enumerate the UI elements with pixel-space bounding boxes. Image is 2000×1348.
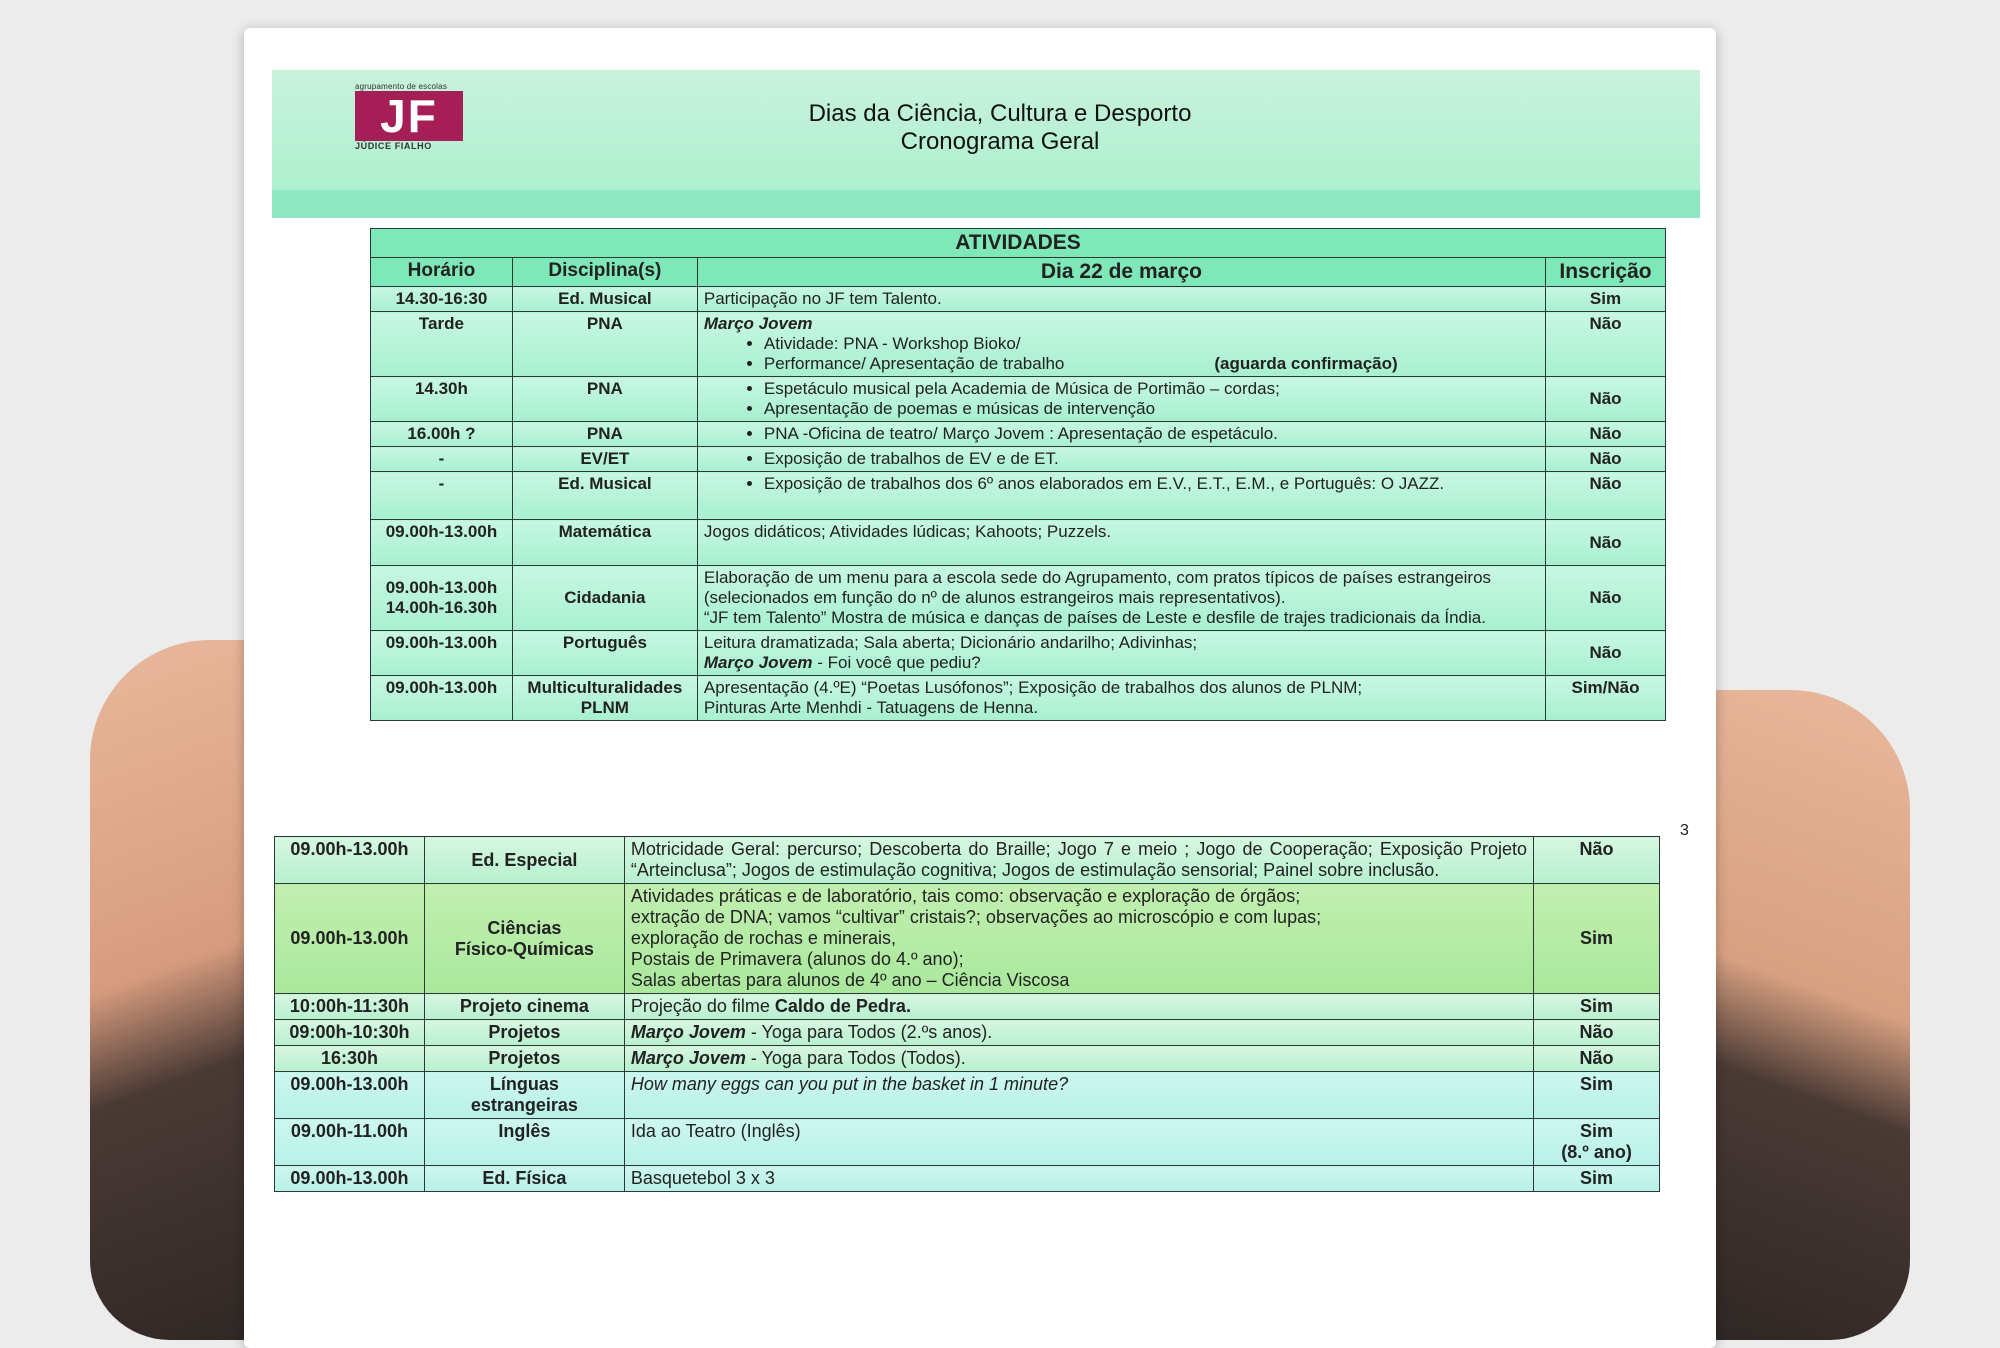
table-row [371,377,1666,422]
row-text: “JF tem Talento” Mostra de música e danças de países de Leste e desfile de trajes tradicionais da Índia. [703,608,1486,627]
table-row [275,1046,1660,1072]
row-horario: 09.00h-13.00h [275,1072,425,1119]
row-description: Jogos didáticos; Atividades lúdicas; Kahoots; Puzzels. [697,520,1545,566]
row-disciplina [424,884,624,994]
row-text: Apresentação (4.ºE) “Poetas Lusófonos”; Exposição de trabalhos dos alunos de PLNM; [703,678,1363,697]
row-inscricao: Não [1546,631,1666,676]
row-disciplina: Projetos [424,1046,624,1072]
row-inscricao-line: (8.º ano) [1561,1142,1632,1162]
row-inscricao: Sim [1546,287,1666,312]
row-horario: 16.00h ? [371,422,513,447]
row-disciplina: Projeto cinema [424,994,624,1020]
table-row [275,994,1660,1020]
row-text: Elaboração de um menu para a escola sede do Agrupamento, com pratos típicos de países estrangeiros (selecionados em função do nº de alunos estrangeiros mais representativos). [703,568,1492,607]
activities-table [370,228,1666,721]
row-description [624,994,1533,1020]
row-description: Ida ao Teatro (Inglês) [624,1119,1533,1166]
header-dia: Dia 22 de março [697,258,1545,287]
table-row [371,520,1666,566]
row-disciplina-line: Línguas [489,1074,559,1094]
logo-bottom-text: JÚDICE FIALHO [355,141,432,151]
row-disciplina: Ed. Física [424,1166,624,1192]
document-title [700,100,1300,156]
title-line-2: Cronograma Geral [900,128,1100,155]
row-description [697,447,1545,472]
table-row [275,1166,1660,1192]
row-horario: 09.00h-13.00h [371,520,513,566]
bullet-item: • PNA -Oficina de teatro/ Março Jovem : Apresentação de espetáculo. [764,424,1539,444]
bullet-item: • Atividade: PNA - Workshop Bioko/ [764,334,1539,354]
logo-mark: JF [355,91,463,141]
table-row [371,566,1666,631]
row-disciplina: Ed. Musical [512,287,697,312]
row-disciplina [512,676,697,721]
row-disciplina-line: PLNM [580,698,629,717]
row-horario: 09:00h-10:30h [275,1020,425,1046]
row-inscricao: Não [1546,312,1666,377]
row-disciplina: Ed. Especial [424,837,624,884]
row-inscricao: Não [1534,837,1660,884]
table-row [275,884,1660,994]
table-row [371,472,1666,520]
table-row [275,1020,1660,1046]
row-text: Salas abertas para alunos de 4º ano – Ciência Viscosa [630,970,1070,990]
row-disciplina: Ed. Musical [512,472,697,520]
bullet-item: • Exposição de trabalhos de EV e de ET. [764,449,1539,469]
row-horario: 16:30h [275,1046,425,1072]
row-text: - Yoga para Todos (2.ºs anos). [745,1022,993,1042]
table-row [275,837,1660,884]
row-inscricao-line: Sim [1580,1121,1614,1141]
row-text: Atividades práticas e de laboratório, tais como: observação e exploração de órgãos; [630,886,1301,906]
row-disciplina: Português [512,631,697,676]
row-horario: 14.30h [371,377,513,422]
table-row [275,1072,1660,1119]
table-row [371,631,1666,676]
row-text: exploração de rochas e minerais, [630,928,896,948]
row-description: Basquetebol 3 x 3 [624,1166,1533,1192]
table-row [371,676,1666,721]
row-inscricao: Não [1546,520,1666,566]
row-disciplina: Inglês [424,1119,624,1166]
row-inscricao: Não [1546,472,1666,520]
row-description [624,1046,1533,1072]
row-horario [371,566,513,631]
row-inscricao: Não [1534,1046,1660,1072]
row-text: Pinturas Arte Menhdi - Tatuagens de Henna. [703,698,1039,717]
row-text: - Yoga para Todos (Todos). [745,1048,966,1068]
row-text: extração de DNA; vamos “cultivar” cristais?; observações ao microscópio e com lupas; [630,907,1322,927]
table-row [371,287,1666,312]
row-description [624,1020,1533,1046]
row-description: Motricidade Geral: percurso; Descoberta do Braille; Jogo 7 e meio ; Jogo de Cooperação; Exposição Projeto “Arteinclusa”; Jogos de estimulação cognitiva; Jogos de estimulação sensorial; Painel sobre inclusão. [624,837,1533,884]
row-horario-line: 09.00h-13.00h [385,578,498,597]
row-title: Março Jovem [703,314,813,333]
row-horario: Tarde [371,312,513,377]
row-title: Março Jovem [630,1048,746,1068]
row-text: Projeção do filme [630,996,775,1016]
row-horario: - [371,472,513,520]
row-inscricao [1534,1119,1660,1166]
logo-top-text: agrupamento de escolas [355,82,448,91]
row-horario: 14.30-16:30 [371,287,513,312]
row-title: Março Jovem [630,1022,746,1042]
row-horario: 10:00h-11:30h [275,994,425,1020]
row-horario: 09.00h-11.00h [275,1119,425,1166]
row-description: How many eggs can you put in the basket in 1 minute? [624,1072,1533,1119]
row-title: Março Jovem [703,653,813,672]
page-number: 3 [1680,822,1689,839]
row-disciplina: Projetos [424,1020,624,1046]
row-horario-line: 14.00h-16.30h [385,598,498,617]
table-row [371,312,1666,377]
row-inscricao: Sim [1534,1072,1660,1119]
row-disciplina: EV/ET [512,447,697,472]
row-bold-text: Caldo de Pedra. [774,996,911,1016]
row-disciplina: PNA [512,312,697,377]
header-inscricao: Inscrição [1546,258,1666,287]
row-horario: 09.00h-13.00h [275,837,425,884]
row-disciplina: PNA [512,422,697,447]
row-text: Leitura dramatizada; Sala aberta; Dicionário andarilho; Adivinhas; [703,633,1198,652]
row-inscricao: Não [1546,422,1666,447]
school-logo [355,82,467,158]
row-horario: 09.00h-13.00h [371,676,513,721]
header-band [272,190,1700,218]
row-inscricao: Sim [1534,994,1660,1020]
row-text: - Foi você que pediu? [812,653,981,672]
header-horario: Horário [371,258,513,287]
table-caption: ATIVIDADES [371,229,1666,258]
row-inscricao: Sim/Não [1546,676,1666,721]
row-description [697,631,1545,676]
bullet-text: Performance/ Apresentação de trabalho [763,354,1065,373]
header-disciplina: Disciplina(s) [512,258,697,287]
row-horario: 09.00h-13.00h [371,631,513,676]
row-description [697,566,1545,631]
row-description [697,422,1545,447]
row-disciplina-line: Multiculturalidades [527,678,683,697]
row-horario: - [371,447,513,472]
table-row [371,422,1666,447]
row-horario: 09.00h-13.00h [275,1166,425,1192]
row-text: Postais de Primavera (alunos do 4.º ano); [630,949,964,969]
row-description [697,377,1545,422]
row-description: Participação no JF tem Talento. [697,287,1545,312]
row-inscricao: Sim [1534,1166,1660,1192]
row-horario: 09.00h-13.00h [275,884,425,994]
row-description [697,676,1545,721]
row-disciplina: Matemática [512,520,697,566]
table-row [371,447,1666,472]
row-inscricao: Não [1546,566,1666,631]
title-line-1: Dias da Ciência, Cultura e Desporto [808,100,1192,127]
row-disciplina [424,1072,624,1119]
bullet-item: • Exposição de trabalhos dos 6º anos elaborados em E.V., E.T., E.M., e Português: O JAZZ. [764,474,1539,494]
row-description [697,472,1545,520]
row-disciplina-line: Ciências [487,917,562,938]
activities-table-continued [274,836,1660,1192]
row-inscricao: Não [1534,1020,1660,1046]
row-disciplina: PNA [512,377,697,422]
bullet-item: • Apresentação de poemas e músicas de intervenção [764,399,1539,419]
row-disciplina-line: estrangeiras [470,1095,578,1115]
row-inscricao: Sim [1534,884,1660,994]
bullet-item [764,354,1539,374]
row-disciplina-line: Físico-Químicas [454,938,594,959]
row-disciplina: Cidadania [512,566,697,631]
bullet-item: • Espetáculo musical pela Academia de Música de Portimão – cordas; [764,379,1539,399]
row-description [624,884,1533,994]
row-note: (aguarda confirmação) [1214,354,1398,373]
table-header-row [371,258,1666,287]
row-inscricao: Não [1546,377,1666,422]
row-inscricao: Não [1546,447,1666,472]
table-row [275,1119,1660,1166]
row-description [697,312,1545,377]
